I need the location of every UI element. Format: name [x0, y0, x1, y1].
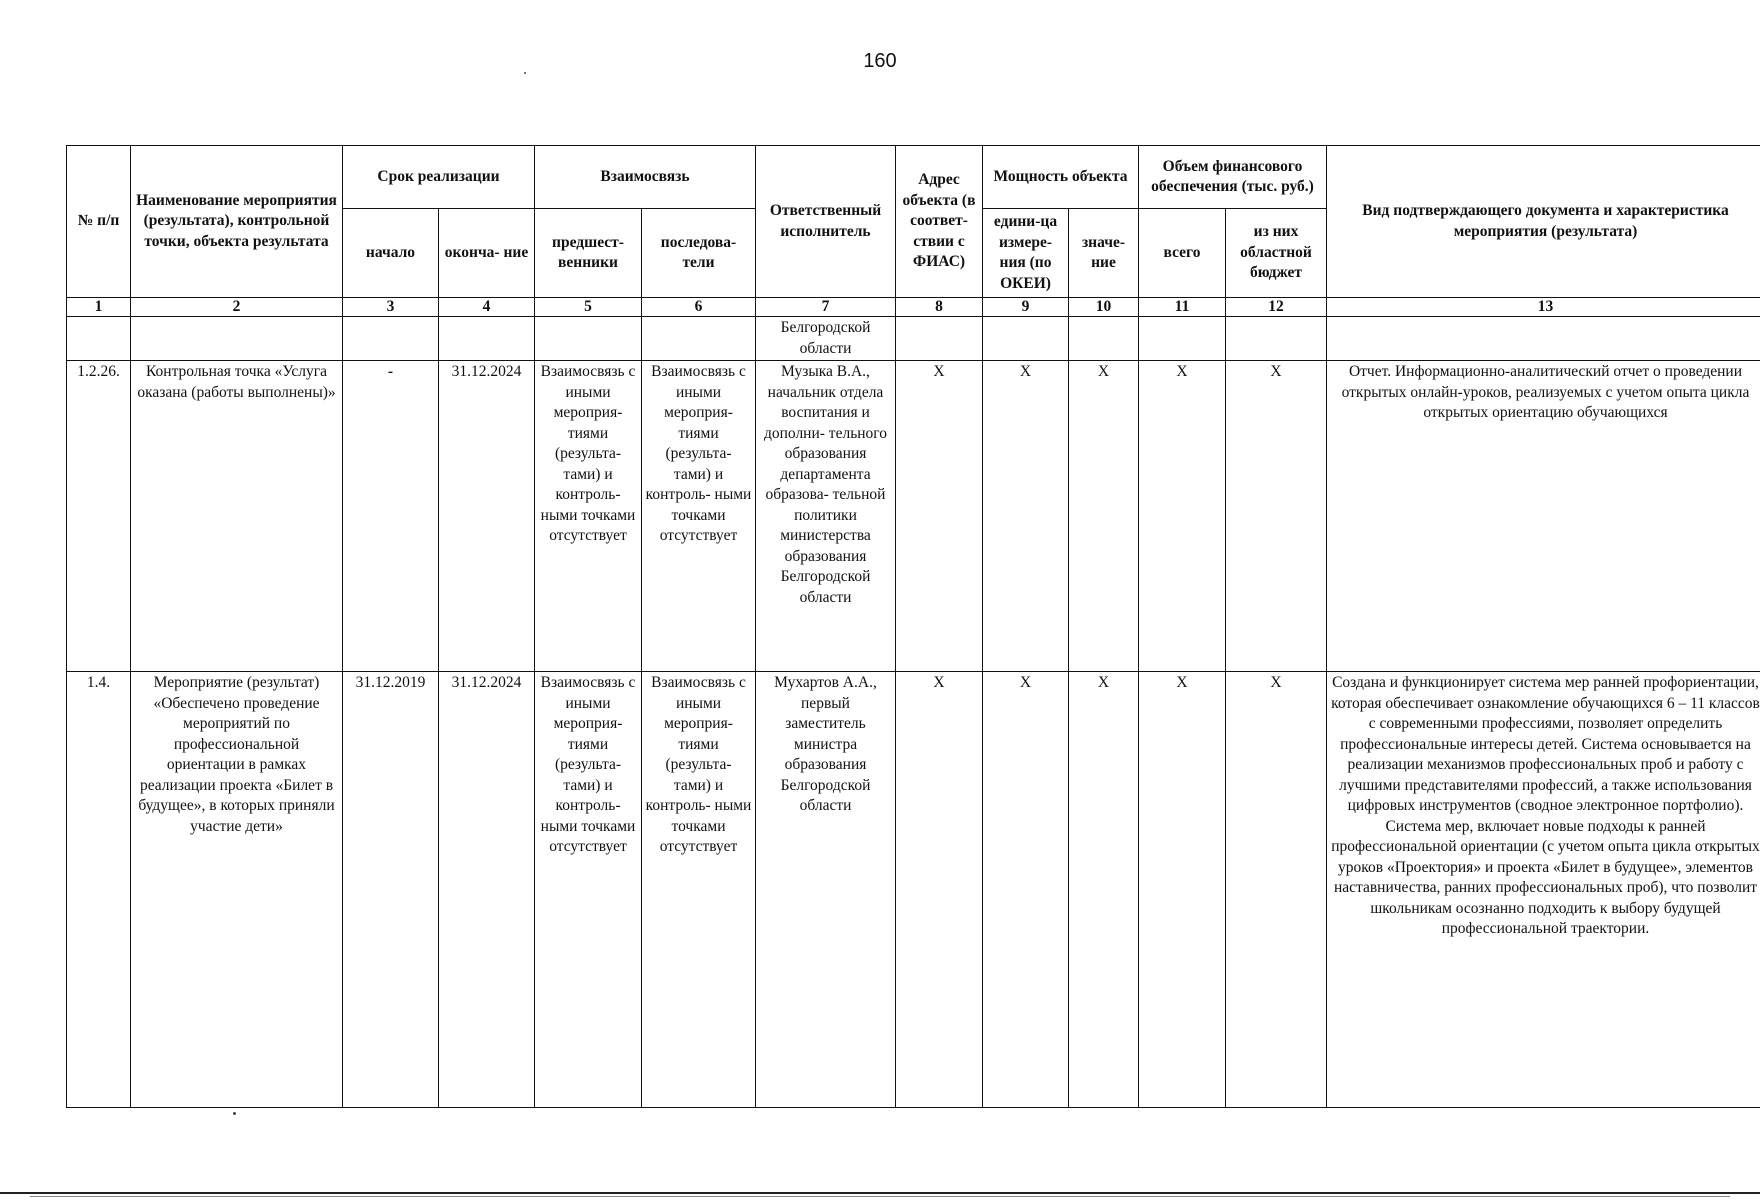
column-number-row	[67, 298, 1760, 317]
row-address: Х	[896, 361, 983, 672]
column-number: 6	[642, 298, 756, 317]
header-value: значе- ние	[1069, 209, 1139, 298]
header-term-group: Срок реализации	[343, 146, 535, 209]
column-number: 9	[983, 298, 1069, 317]
header-row-1	[67, 146, 1760, 209]
header-total: всего	[1139, 209, 1226, 298]
scan-edge-line	[30, 1196, 1730, 1197]
column-number: 1	[67, 298, 131, 317]
header-no: № п/п	[67, 146, 131, 298]
row-successors: Взаимосвязь с иными мероприя- тиями (результа- тами) и контроль- ными точками отсутствует	[642, 672, 756, 1108]
row-regional: Х	[1226, 672, 1327, 1108]
column-number: 12	[1226, 298, 1327, 317]
row-predecessors: Взаимосвязь с иными мероприя- тиями (результа- тами) и контроль- ными точками отсутствует	[535, 672, 642, 1108]
header-document: Вид подтверждающего документа и характеристика мероприятия (результата)	[1327, 146, 1760, 298]
row-end: 31.12.2024	[439, 361, 535, 672]
row-address: Х	[896, 672, 983, 1108]
column-number: 3	[343, 298, 439, 317]
header-regional: из них областной бюджет	[1226, 209, 1327, 298]
column-number: 11	[1139, 298, 1226, 317]
activity-plan-table	[66, 145, 1760, 1108]
row-no: 1.2.26.	[67, 361, 131, 672]
row-value: Х	[1069, 361, 1139, 672]
header-address: Адрес объекта (в соответ- ствии с ФИАС)	[896, 146, 983, 298]
column-number: 7	[756, 298, 896, 317]
row-value: Х	[1069, 672, 1139, 1108]
row-regional: Х	[1226, 361, 1327, 672]
row-successors: Взаимосвязь с иными мероприя- тиями (результа- тами) и контроль- ными точками отсутствует	[642, 361, 756, 672]
row-end: 31.12.2024	[439, 672, 535, 1108]
row-predecessors: Взаимосвязь с иными мероприя- тиями (результа- тами) и контроль- ными точками отсутствует	[535, 361, 642, 672]
column-number: 8	[896, 298, 983, 317]
row-responsible: Мухартов А.А., первый заместитель министра образования Белгородской области	[756, 672, 896, 1108]
header-unit: едини-ца измере- ния (по ОКЕИ)	[983, 209, 1069, 298]
row-no: 1.4.	[67, 672, 131, 1108]
row-name: Мероприятие (результат) «Обеспечено проведение мероприятий по профессиональной ориентации в рамках реализации проекта «Билет в будущее», в которых приняли участие дети»	[131, 672, 343, 1108]
column-number: 10	[1069, 298, 1139, 317]
header-predecessors: предшест- венники	[535, 209, 642, 298]
column-number: 13	[1327, 298, 1760, 317]
page-number: 160	[863, 50, 897, 72]
column-number: 5	[535, 298, 642, 317]
row-name: Контрольная точка «Услуга оказана (работы выполнены)»	[131, 361, 343, 672]
row-start: -	[343, 361, 439, 672]
header-power-group: Мощность объекта	[983, 146, 1139, 209]
row-responsible: Музыка В.А., начальник отдела воспитания и дополни- тельного образования департамента образова- тельной политики министерства образования Белгородской области	[756, 361, 896, 672]
header-finance-group: Объем финансового обеспечения (тыс. руб.)	[1139, 146, 1327, 209]
header-end: оконча- ние	[439, 209, 535, 298]
row-document: Создана и функционирует система мер ранней профориентации, которая обеспечивает ознакомление обучающихся 6 – 11 классов с современными профессиями, позволяет определить профессиональные интересы детей. Система основывается на реализации механизмов профессиональных проб и работу с лучшими представителями профессий, а также использования цифровых инструментов (сводное электронное портфолио). Система мер, включает новые подходы к ранней профессиональной ориентации (с учетом опыта цикла открытых уроков «Проектория» и проекта «Билет в будущее», элементов наставничества, ранних профессиональных проб), что позволит школьникам осознанно подходить к выбору будущей профессиональной траектории.	[1327, 672, 1760, 1108]
header-name: Наименование мероприятия (результата), контрольной точки, объекта результата	[131, 146, 343, 298]
row-document: Отчет. Информационно-аналитический отчет о проведении открытых онлайн-уроков, реализуемых с учетом опыта цикла открытых ориентацию обучающихся	[1327, 361, 1760, 672]
header-responsible: Ответственный исполнитель	[756, 146, 896, 298]
scan-speck	[233, 1112, 236, 1115]
column-number: 4	[439, 298, 535, 317]
row-total: Х	[1139, 672, 1226, 1108]
scan-speck	[524, 72, 526, 74]
header-start: начало	[343, 209, 439, 298]
row-unit: Х	[983, 672, 1069, 1108]
continuation-responsible: Белгородской области	[756, 317, 896, 361]
header-successors: последова- тели	[642, 209, 756, 298]
row-total: Х	[1139, 361, 1226, 672]
scan-edge-line	[0, 1192, 1760, 1194]
table-row	[67, 672, 1760, 1108]
continuation-row	[67, 317, 1760, 361]
row-unit: Х	[983, 361, 1069, 672]
column-number: 2	[131, 298, 343, 317]
row-start: 31.12.2019	[343, 672, 439, 1108]
header-link-group: Взаимосвязь	[535, 146, 756, 209]
table-row	[67, 361, 1760, 672]
